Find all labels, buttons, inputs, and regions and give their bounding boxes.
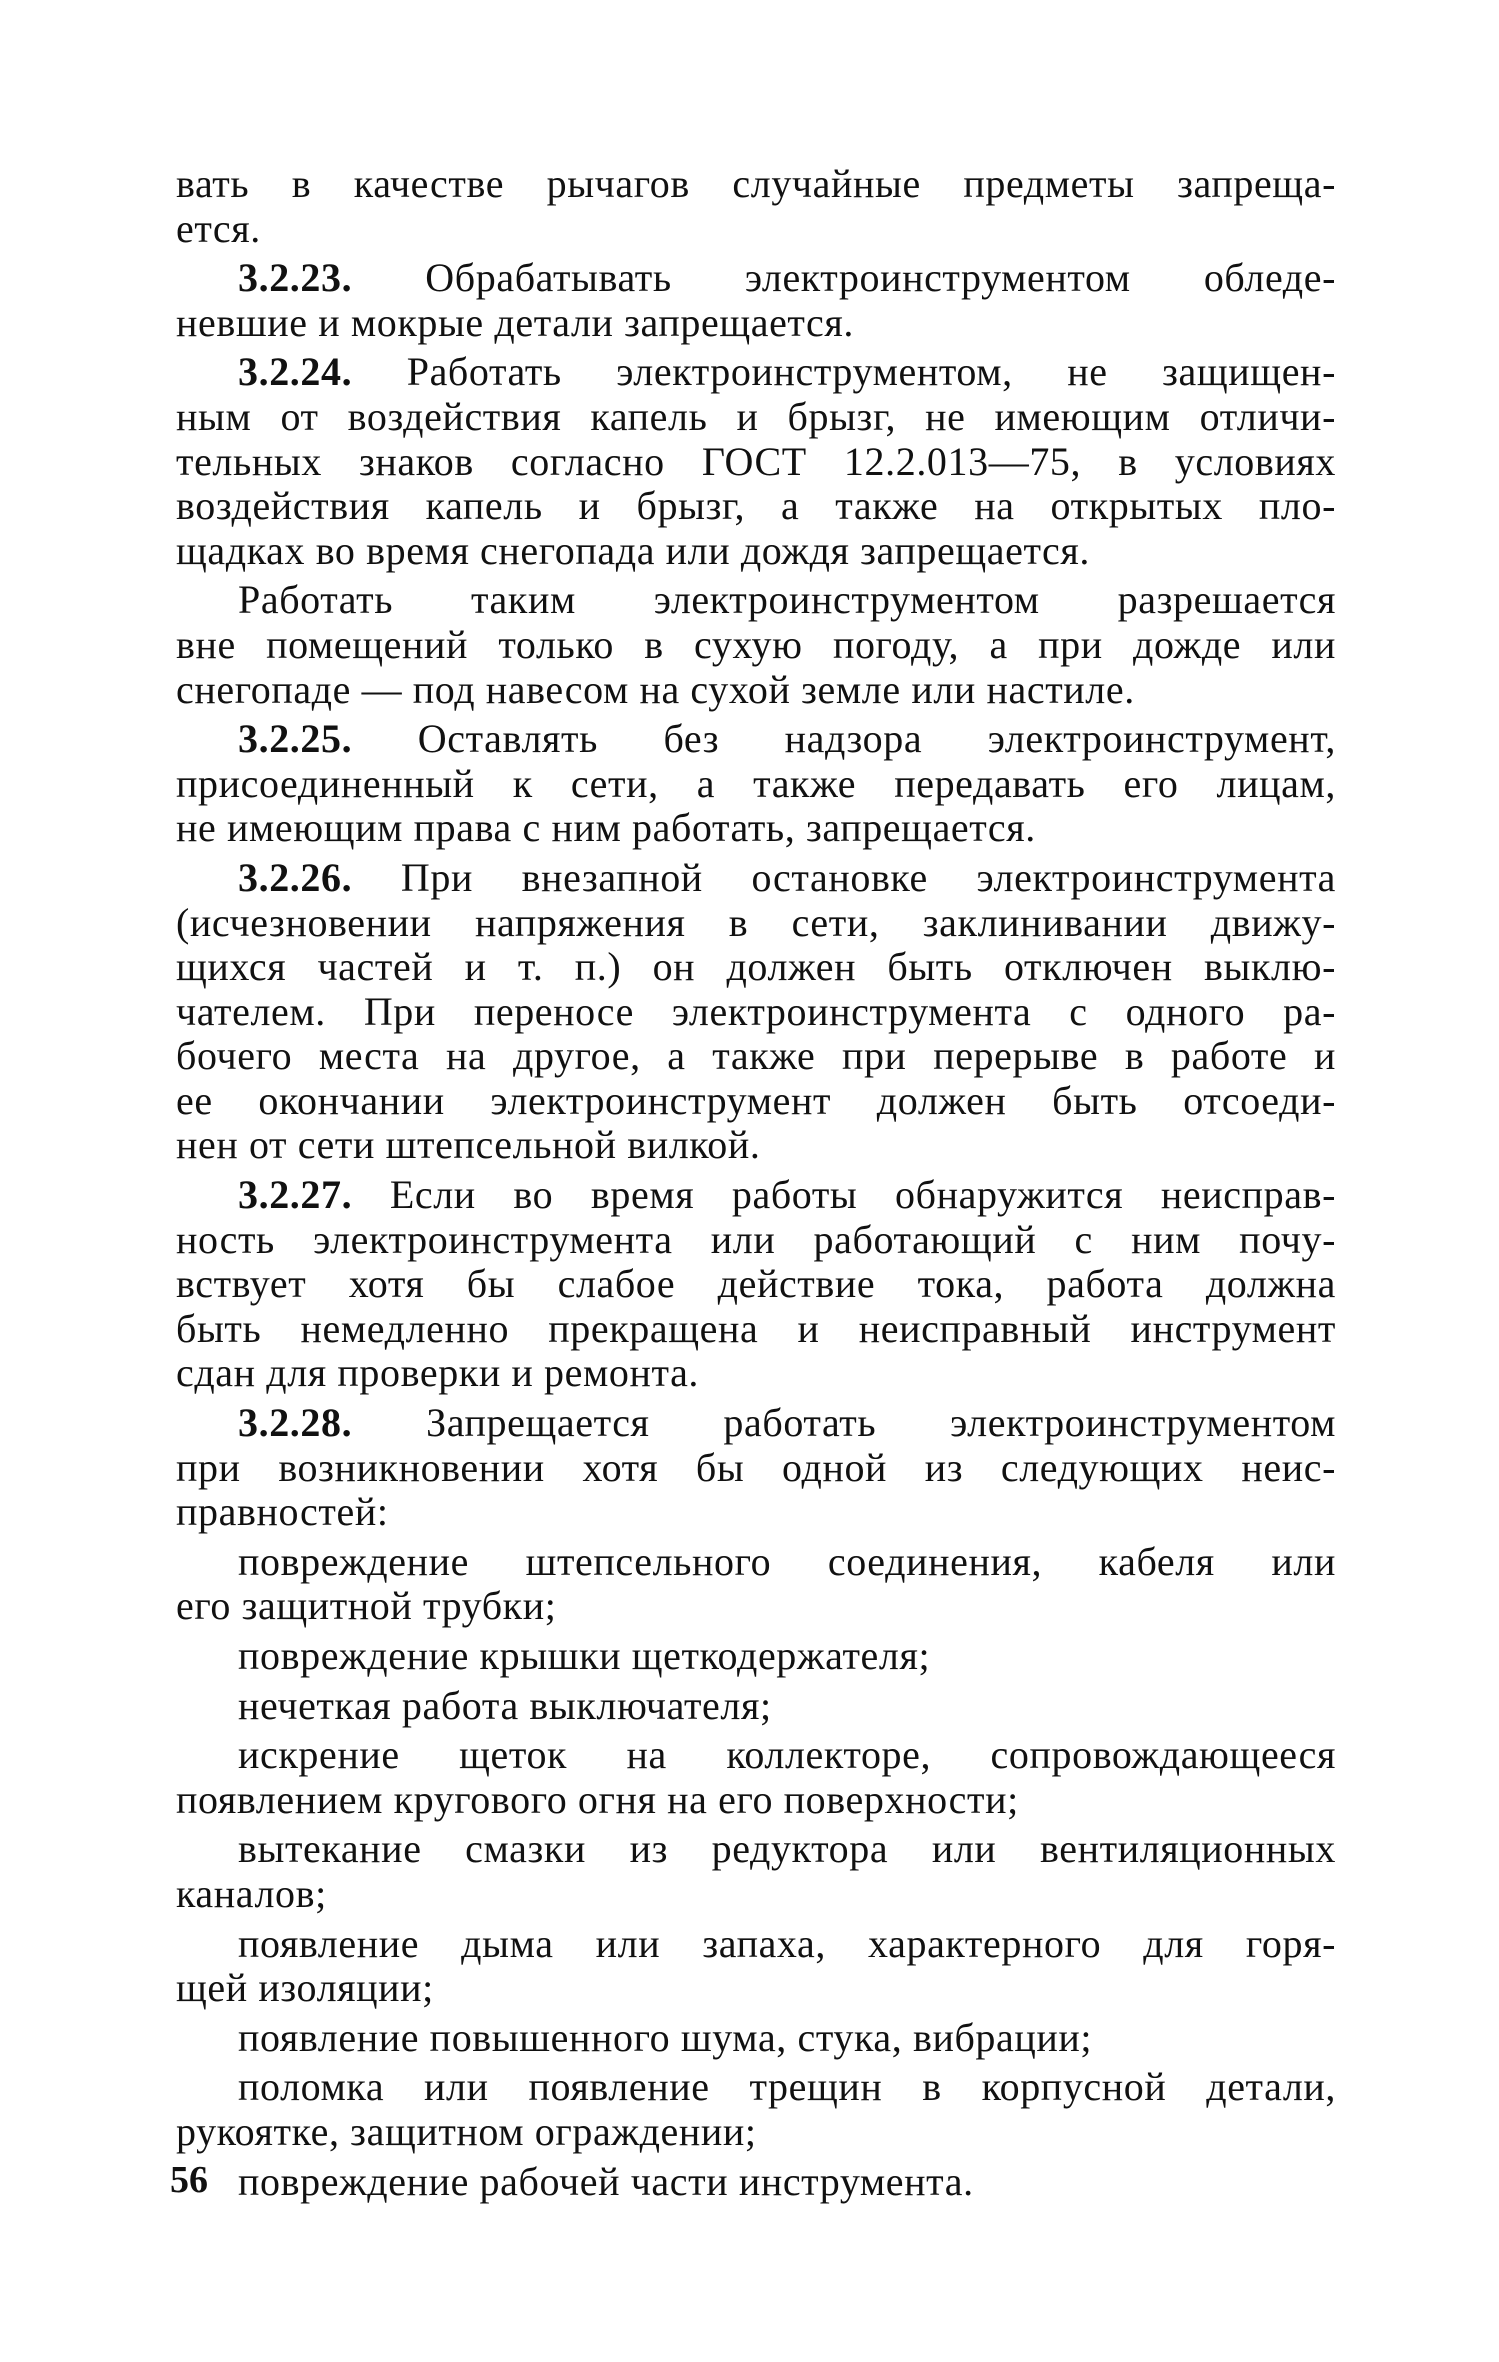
- list-item: повреждение крышки щеткодержателя;: [238, 1633, 931, 1678]
- text-line: присоединенный к сети, а также передавать его лицам,: [176, 760, 1336, 806]
- clause-3-2-25: [176, 717, 1336, 762]
- text-line: вне помещений только в сухую погоду, а при дожде или: [176, 621, 1336, 667]
- document-body: [176, 162, 1336, 2204]
- clause-3-2-27: [176, 1173, 1336, 1218]
- text-line: не имеющим права с ним работать, запрещается.: [176, 805, 1036, 851]
- text-line: вать в качестве рычагов случайные предметы запреща-: [176, 161, 1336, 206]
- text-line: вствует хотя бы слабое действие тока, работа должна: [176, 1261, 1336, 1307]
- clause-number: 3.2.26.: [238, 854, 353, 900]
- list-item: повреждение штепсельного соединения, кабеля или: [238, 1538, 1336, 1584]
- text-line: правностей:: [176, 1489, 389, 1535]
- text-line: бочего места на другое, а также при перерыве в работе и: [176, 1033, 1336, 1079]
- text-line: ность электроинструмента или работающий с ним почу-: [176, 1216, 1336, 1262]
- paragraph-start: Работать таким электроинструментом разрешается: [238, 577, 1336, 623]
- text-line: каналов;: [176, 1870, 327, 1916]
- text-line: щей изоляции;: [176, 1965, 434, 2011]
- text-line: (исчезновении напряжения в сети, заклинивании движу-: [176, 899, 1336, 945]
- list-item: поломка или появление трещин в корпусной детали,: [238, 2064, 1336, 2110]
- text-line: воздействия капель и брызг, а также на открытых пло-: [176, 483, 1336, 529]
- clause-text: При внезапной остановке электроинструмента: [352, 854, 1336, 900]
- text-line: снегопаде — под навесом на сухой земле или настиле.: [176, 666, 1135, 712]
- clause-text: Запрещается работать электроинструментом: [352, 1400, 1336, 1446]
- text-line: появлением кругового огня на его поверхности;: [176, 1776, 1019, 1822]
- clause-3-2-28: [176, 1401, 1336, 1446]
- text-line: щихся частей и т. п.) он должен быть отключен выклю-: [176, 944, 1336, 990]
- text-line: рукоятке, защитном ограждении;: [176, 2108, 757, 2154]
- list-item: появление дыма или запаха, характерного для горя-: [238, 1920, 1336, 1966]
- clause-text: Обрабатывать электроинструментом обледе-: [352, 255, 1336, 301]
- clause-number: 3.2.25.: [238, 716, 353, 762]
- text-line: ется.: [176, 205, 261, 251]
- text-line: его защитной трубки;: [176, 1583, 557, 1629]
- list-item: нечеткая работа выключателя;: [238, 1682, 772, 1728]
- text-line: тельных знаков согласно ГОСТ 12.2.013—75, в условиях: [176, 438, 1336, 484]
- clause-text: Если во время работы обнаружится неисправ-: [352, 1172, 1336, 1218]
- list-item: повреждение рабочей части инструмента.: [238, 2158, 974, 2204]
- text-line: щадках во время снегопада или дождя запрещается.: [176, 527, 1090, 573]
- text-line: невшие и мокрые детали запрещается.: [176, 299, 854, 345]
- clause-text: Оставлять без надзора электроинструмент,: [352, 716, 1336, 762]
- clause-number: 3.2.28.: [238, 1400, 353, 1446]
- text-line: ным от воздействия капель и брызг, не имеющим отличи-: [176, 393, 1336, 439]
- text-line: сдан для проверки и ремонта.: [176, 1350, 700, 1396]
- list-item: вытекание смазки из редуктора или вентиляционных: [238, 1826, 1336, 1872]
- clause-number: 3.2.27.: [238, 1172, 353, 1218]
- list-item: искрение щеток на коллекторе, сопровождающееся: [238, 1732, 1336, 1778]
- text-line: чателем. При переносе электроинструмента с одного ра-: [176, 988, 1336, 1034]
- page-number: 56: [170, 2159, 208, 2201]
- clause-3-2-23: [176, 256, 1336, 301]
- text-line: быть немедленно прекращена и неисправный инструмент: [176, 1305, 1336, 1351]
- list-item: появление повышенного шума, стука, вибрации;: [238, 2014, 1093, 2060]
- text-line: нен от сети штепсельной вилкой.: [176, 1122, 761, 1168]
- clause-3-2-26: [176, 856, 1336, 901]
- clause-number: 3.2.24.: [238, 349, 353, 395]
- clause-text: Работать электроинструментом, не защищен-: [352, 349, 1336, 395]
- text-line: ее окончании электроинструмент должен быть отсоеди-: [176, 1077, 1336, 1123]
- clause-number: 3.2.23.: [238, 255, 353, 301]
- text-line: при возникновении хотя бы одной из следующих неис-: [176, 1444, 1336, 1490]
- clause-3-2-24: [176, 350, 1336, 395]
